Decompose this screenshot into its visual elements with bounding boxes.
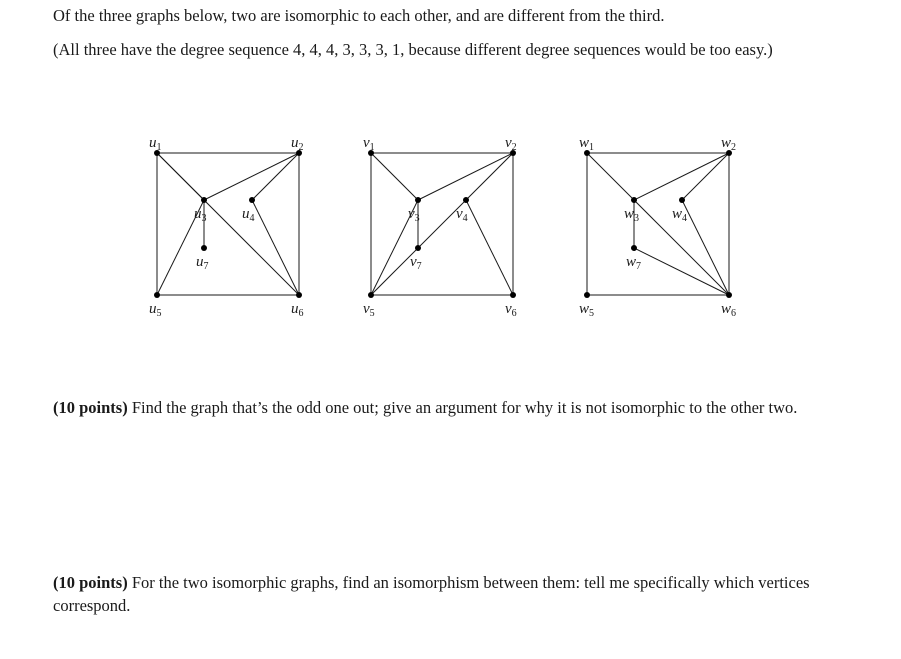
vertex-w5 xyxy=(584,292,590,298)
vertex-label-w6: $w_6$ xyxy=(721,301,737,319)
question-1-points: (10 points) xyxy=(53,398,128,417)
vertex-label-u3: $u_3$ xyxy=(194,206,207,224)
vertex-label-w1: $w_1$ xyxy=(579,135,595,153)
vertex-u5 xyxy=(154,292,160,298)
edge-v2-v3 xyxy=(418,153,513,200)
vertex-label-v6: $v_6$ xyxy=(505,301,517,319)
edge-w1-w3 xyxy=(587,153,634,200)
vertex-label-v3: $v_3$ xyxy=(408,206,420,224)
vertex-label-v1: $v_1$ xyxy=(363,135,375,153)
vertex-label-u7: $u_7$ xyxy=(196,254,209,272)
vertex-label-u4: $u_4$ xyxy=(242,206,255,224)
edge-w7-w6 xyxy=(634,248,729,295)
vertex-label-v5: $v_5$ xyxy=(363,301,375,319)
vertex-label-u6: $u_6$ xyxy=(291,301,304,319)
edge-w2-w3 xyxy=(634,153,729,200)
graph-v xyxy=(363,135,517,319)
vertex-u7 xyxy=(201,245,207,251)
edge-u4-u6 xyxy=(252,200,299,295)
edge-u2-u3 xyxy=(204,153,299,200)
vertex-label-w7: $w_7$ xyxy=(626,254,642,272)
vertex-v7 xyxy=(415,245,421,251)
vertex-u3 xyxy=(201,197,207,203)
edge-w2-w4 xyxy=(682,153,729,200)
vertex-label-v7: $v_7$ xyxy=(410,254,422,272)
graph-w xyxy=(579,135,736,319)
question-2-points: (10 points) xyxy=(53,573,128,592)
degree-sequence-note: (All three have the degree sequence 4, 4, 4, 3, 3, 3, 1, because different degree sequences would be too easy.) xyxy=(53,40,773,59)
vertex-label-w4: $w_4$ xyxy=(672,206,688,224)
vertex-label-u2: $u_2$ xyxy=(291,135,304,153)
question-1-text: Find the graph that’s the odd one out; give an argument for why it is not isomorphic to the other two. xyxy=(127,398,798,417)
edge-v1-v3 xyxy=(371,153,418,200)
vertex-label-u5: $u_5$ xyxy=(149,301,162,319)
vertex-label-v2: $v_2$ xyxy=(505,135,517,153)
edge-u2-u4 xyxy=(252,153,299,200)
vertex-label-w5: $w_5$ xyxy=(579,301,595,319)
vertex-label-u1: $u_1$ xyxy=(149,135,162,153)
vertex-v4 xyxy=(463,197,469,203)
vertex-u4 xyxy=(249,197,255,203)
vertex-w6 xyxy=(726,292,732,298)
graph-u xyxy=(149,135,304,319)
intro-text: Of the three graphs below, two are isomorphic to each other, and are different from the third. xyxy=(53,6,665,25)
vertex-label-w3: $w_3$ xyxy=(624,206,640,224)
vertex-label-v4: $v_4$ xyxy=(456,206,468,224)
vertex-u6 xyxy=(296,292,302,298)
edge-v2-v4 xyxy=(466,153,513,200)
vertex-w7 xyxy=(631,245,637,251)
vertex-v5 xyxy=(368,292,374,298)
vertex-w3 xyxy=(631,197,637,203)
vertex-v3 xyxy=(415,197,421,203)
vertex-w4 xyxy=(679,197,685,203)
question-2-text: For the two isomorphic graphs, find an isomorphism between them: tell me specifically which vertices correspond. xyxy=(53,573,810,615)
edge-v4-v6 xyxy=(466,200,513,295)
edge-w4-w6 xyxy=(682,200,729,295)
vertex-label-w2: $w_2$ xyxy=(721,135,737,153)
vertex-v6 xyxy=(510,292,516,298)
